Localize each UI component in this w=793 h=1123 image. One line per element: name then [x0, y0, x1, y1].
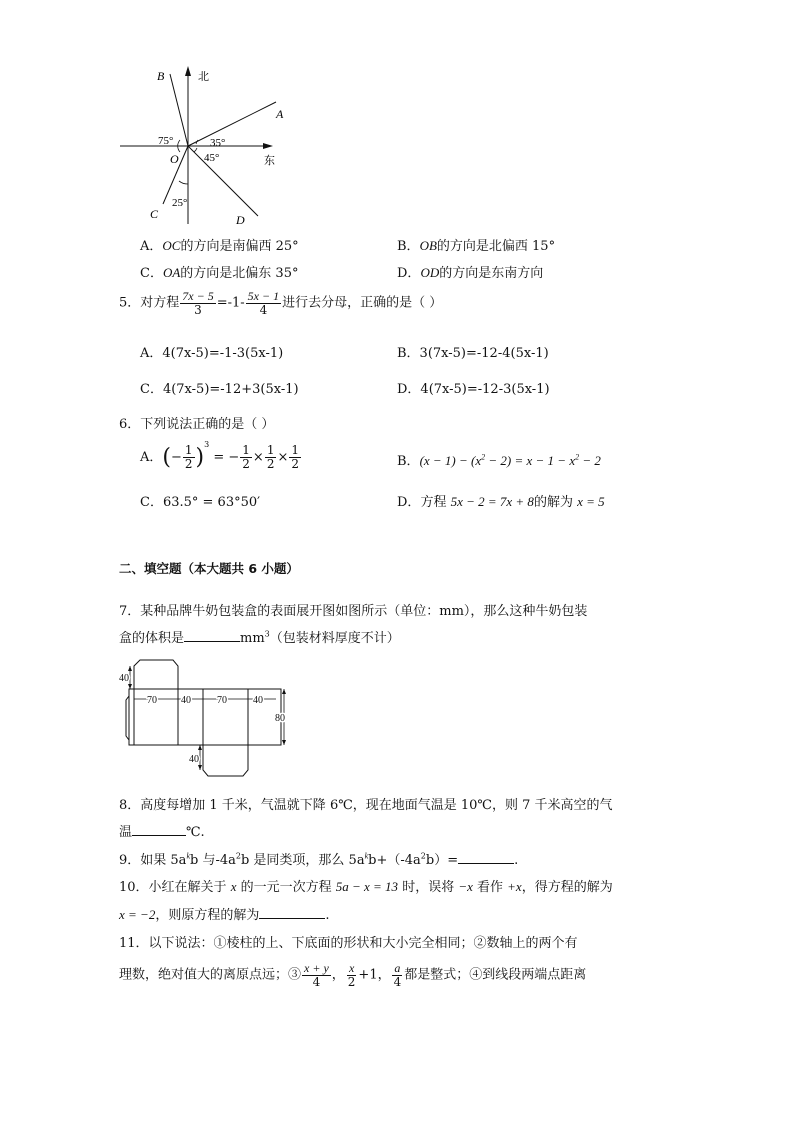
q6-option-c: C．63.5° = 63°50′ [140, 495, 261, 510]
east-arrow [263, 143, 273, 149]
label-o: O [170, 152, 179, 166]
q4-option-c: C．OA的方向是北偏东 35° [140, 265, 299, 281]
q8-answer-blank[interactable] [132, 821, 186, 836]
label-angle-75: 75° [158, 135, 174, 147]
label-east: 东 [264, 154, 275, 167]
q5-option-d: D．4(7x-5)=-12-3(5x-1) [397, 382, 550, 397]
net-bottom-flap [203, 745, 248, 776]
q9-answer-blank[interactable] [458, 849, 514, 864]
dim-label-40-bottom: 40 [189, 754, 199, 765]
q11-fraction-3: $\frac{a}{4}$ [393, 961, 402, 989]
q5-stem: 5．对方程 $\frac{7x - 5}{3}$ =-1- $\frac{5x - 1}{4}$ 进行去分母，正确的是（ ） [119, 289, 443, 317]
label-angle-25: 25° [172, 197, 188, 209]
ray-od [188, 146, 258, 216]
q6-stem: 6．下列说法正确的是（ ） [119, 417, 275, 432]
q8-line-2: 温 ℃. [119, 821, 205, 840]
label-a: A [276, 107, 284, 121]
q9-line: 9．如果 $5a^kb$ 与$-4a^2b$ 是同类项，那么 $5a^kb+(-4a^2b)=$ . [119, 849, 518, 868]
arc-25 [179, 181, 188, 184]
q11-fraction-1: $\frac{x + y}{4}$ [304, 961, 329, 989]
milk-box-net-diagram [116, 658, 296, 784]
q8-line-1: 8．高度每增加 1 千米，气温就下降 6℃，现在地面气温是 10℃，则 7 千米高空的气 [119, 798, 613, 813]
q6-option-a: A．(− $\frac{1}{2}$ )$^3$ = − $\frac{1}{2}$ × $\frac{1}{2}$ × $\frac{1}{2}$ [140, 440, 300, 471]
label-c: C [150, 207, 159, 221]
dim-label-70-b: 70 [217, 695, 227, 706]
q11-line-2: 理数，绝对值大的离原点远；③ $\frac{x + y}{4}$ ， $\frac{x}{2}$ +1， $\frac{a}{4}$ 都是整式；④到线段两端点距离 [119, 961, 587, 989]
q5-option-b: B．3(7x-5)=-12-4(5x-1) [397, 346, 549, 361]
q7-line-2: 盒的体积是 $mm^3$（包装材料厚度不计） [119, 627, 400, 646]
q4-option-b: B．OB的方向是北偏西 15° [397, 238, 556, 254]
compass-diagram [110, 64, 310, 229]
arc-45 [194, 148, 197, 152]
q7-line-1: 7．某种品牌牛奶包装盒的表面展开图如图所示（单位：mm），那么这种牛奶包装 [119, 604, 588, 619]
q4-option-a: A．OC的方向是南偏西 25° [140, 238, 299, 254]
q10-line-2: x = −2，则原方程的解为 . [119, 904, 329, 923]
label-angle-45: 45° [204, 152, 220, 164]
label-north: 北 [198, 70, 209, 83]
q5-option-c: C．4(7x-5)=-12+3(5x-1) [140, 382, 299, 397]
q5-fraction-2: $\frac{5x - 1}{4}$ [247, 289, 280, 317]
label-d: D [236, 213, 245, 227]
dim-label-40-top: 40 [119, 673, 129, 684]
q6-option-d: D．方程 5x − 2 = 7x + 8的解为 x = 5 [397, 494, 605, 510]
q10-line-1: 10．小红在解关于 x 的一元一次方程 5a − x = 13 时，误将 −x 看作 +x，得方程的解为 [119, 879, 613, 895]
north-arrow [185, 66, 191, 76]
q10-answer-blank[interactable] [259, 904, 325, 919]
q11-fraction-2: $\frac{x}{2}$ [347, 961, 356, 989]
q7-answer-blank[interactable] [184, 627, 240, 642]
net-top-flap [134, 660, 178, 689]
arc-35 [196, 140, 198, 144]
dim-label-70-a: 70 [147, 695, 157, 706]
label-angle-35: 35° [210, 137, 226, 149]
q6-option-b: B．$(x - 1) - (x^2 - 2) = x - 1 - x^2 - 2$ [397, 452, 601, 469]
dim-label-40-a: 40 [181, 695, 191, 706]
section-2-title: 二、填空题（本大题共 6 小题） [119, 561, 299, 576]
q11-line-1: 11．以下说法：①棱柱的上、下底面的形状和大小完全相同；②数轴上的两个有 [119, 936, 578, 951]
label-b: B [157, 69, 165, 83]
ray-oa [188, 102, 276, 146]
q4-option-d: D．OD的方向是东南方向 [397, 265, 544, 281]
q5-fraction-1: $\frac{7x - 5}{3}$ [182, 289, 214, 317]
q5-option-a: A．4(7x-5)=-1-3(5x-1) [140, 346, 284, 361]
dim-label-40-b: 40 [253, 695, 263, 706]
dim-label-80: 80 [275, 713, 285, 724]
